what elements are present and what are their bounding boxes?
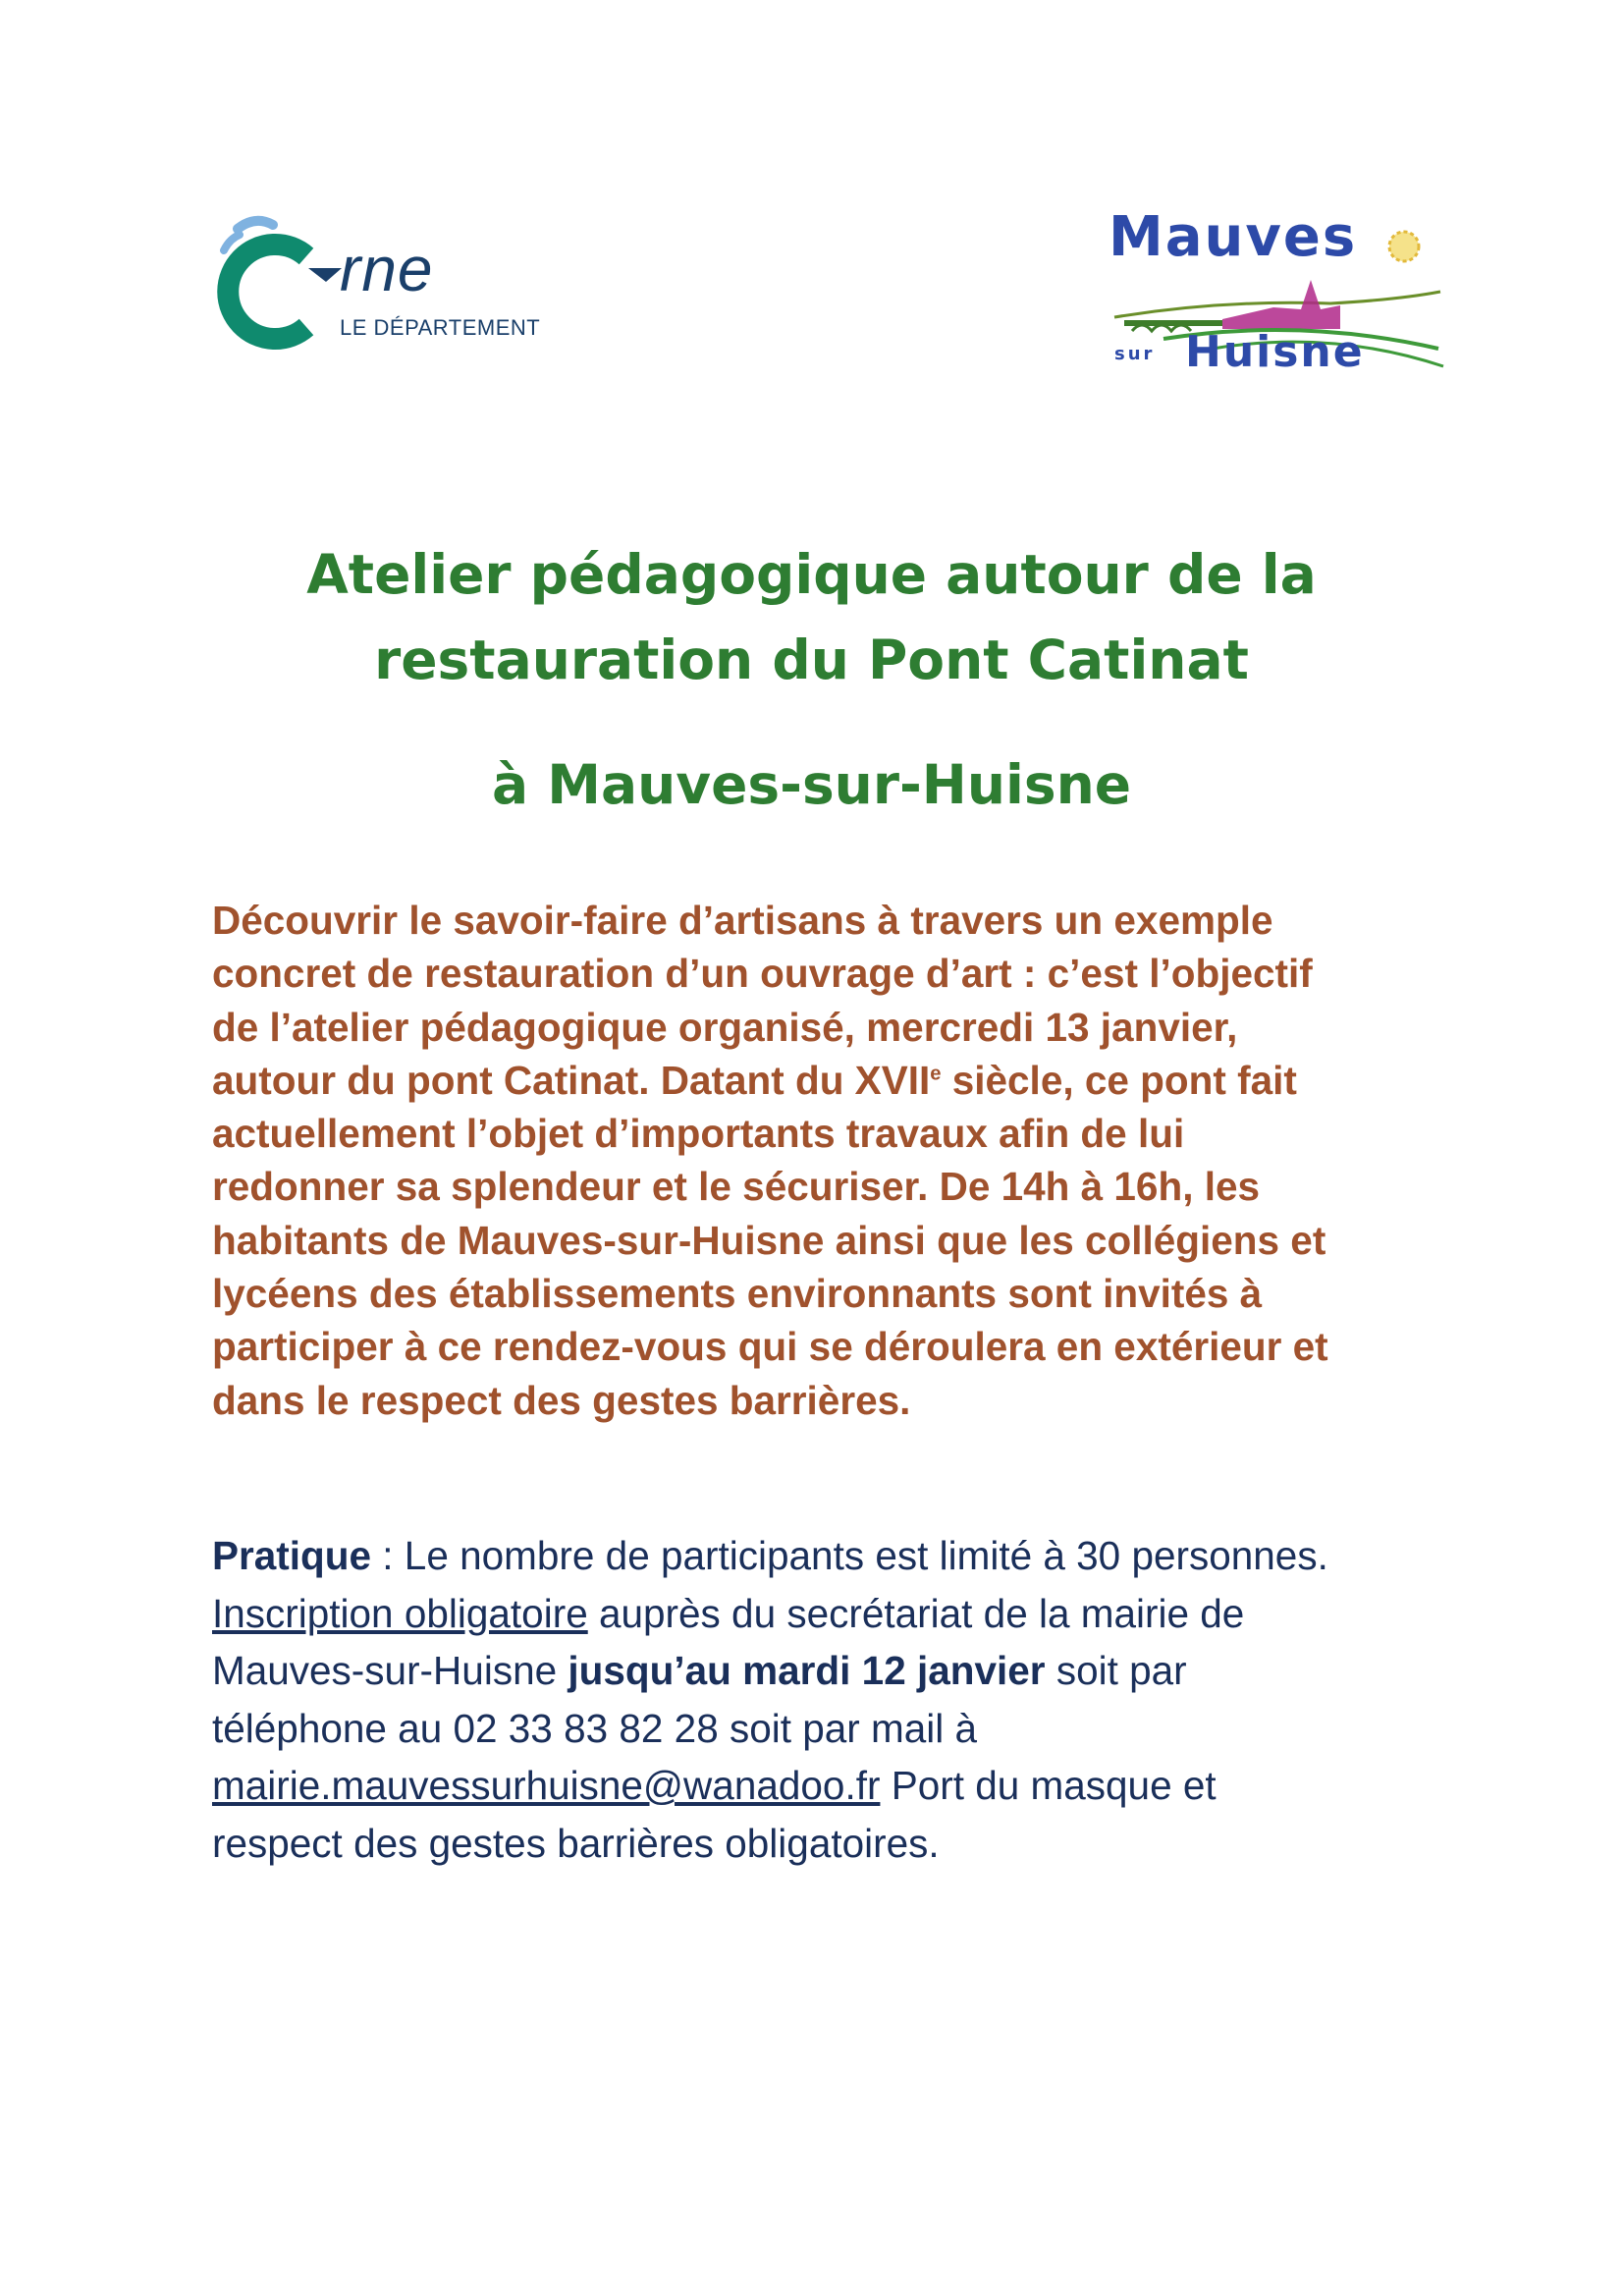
practical-text: auprès du secrétariat de la mairie de <box>587 1590 1245 1636</box>
intro-line: participer à ce rendez-vous qui se déroulera en extérieur et <box>212 1324 1328 1370</box>
practical-line <box>212 1757 1439 1815</box>
practical-text: soit par <box>1045 1648 1187 1694</box>
title-line-2: restauration du Pont Catinat <box>374 629 1249 691</box>
deadline-text: jusqu’au mardi 12 janvier <box>568 1648 1046 1694</box>
intro-line: lycéens des établissements environnants sont invités à <box>212 1271 1263 1317</box>
intro-line: habitants de Mauves-sur-Huisne ainsi que les collégiens et <box>212 1217 1326 1263</box>
intro-line: de l’atelier pédagogique organisé, mercredi 13 janvier, <box>212 1004 1238 1050</box>
intro-line: dans le respect des gestes barrières. <box>212 1377 911 1423</box>
intro-line: concret de restauration d’un ouvrage d’art : c’est l’objectif <box>212 951 1313 997</box>
mauves-logo <box>1105 201 1458 383</box>
practical-label: Pratique <box>212 1533 372 1578</box>
intro-line: redonner sa splendeur et le sécuriser. De 14h à 16h, les <box>212 1164 1261 1210</box>
email-link[interactable]: mairie.mauvessurhuisne@wanadoo.fr <box>212 1763 881 1809</box>
title-location: à Mauves-sur-Huisne <box>491 753 1132 816</box>
intro-line <box>212 1054 1439 1107</box>
practical-text: : Le nombre de participants est limité à 30 personnes. <box>371 1533 1328 1578</box>
practical-text: Port du masque et <box>880 1763 1217 1809</box>
intro-text: siècle, ce pont fait <box>941 1057 1297 1103</box>
practical-line <box>212 1585 1439 1643</box>
orne-o-mark-icon <box>216 211 344 368</box>
practical-info <box>212 1527 1439 1873</box>
intro-line: actuellement l’objet d’importants travaux afin de lui <box>212 1111 1185 1157</box>
mauves-logo-sur-text: sur <box>1114 344 1156 364</box>
practical-text: Mauves-sur-Huisne <box>212 1648 568 1694</box>
orne-logo-subtitle: LE DÉPARTEMENT <box>340 315 541 340</box>
intro-line: Découvrir le savoir-faire d’artisans à travers un exemple <box>212 898 1273 943</box>
century-superscript: e <box>930 1063 942 1085</box>
orne-logo <box>216 211 589 368</box>
orne-logo-wordmark: rne <box>340 234 434 304</box>
mauves-logo-bottom-text: Huisne <box>1185 327 1365 377</box>
intro-text: autour du pont Catinat. Datant du XVII <box>212 1057 931 1103</box>
registration-required-text: Inscription obligatoire <box>212 1590 588 1636</box>
intro-paragraph <box>212 894 1439 1427</box>
mauves-logo-top-text: Mauves <box>1109 205 1358 269</box>
title-line-1: Atelier pédagogique autour de la <box>306 543 1317 606</box>
practical-line <box>212 1527 1439 1585</box>
practical-line <box>212 1642 1439 1700</box>
practical-line: téléphone au 02 33 83 82 28 soit par mail à <box>212 1705 978 1751</box>
practical-line: respect des gestes barrières obligatoires. <box>212 1820 940 1866</box>
